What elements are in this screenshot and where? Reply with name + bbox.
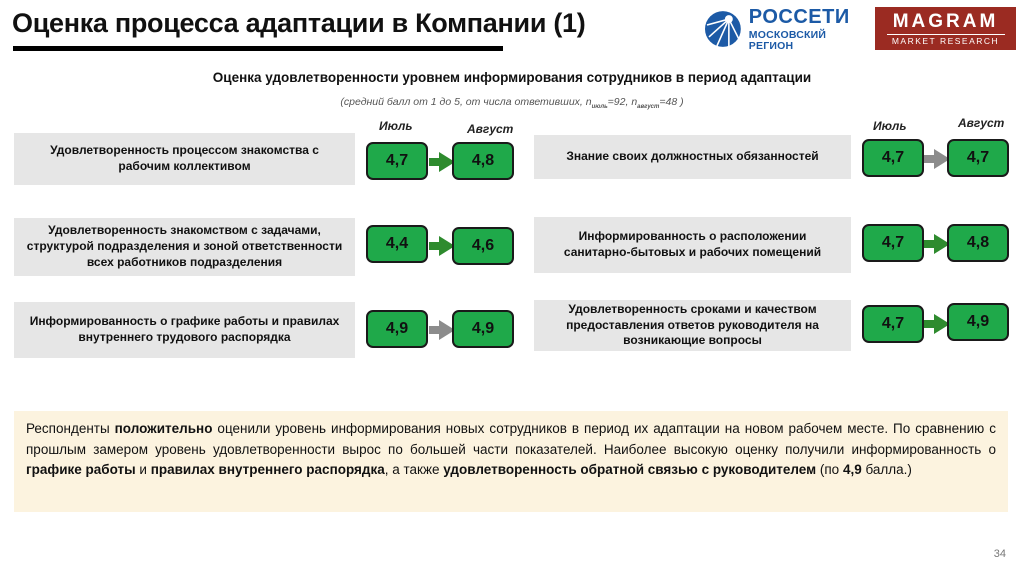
page-number: 34: [993, 548, 1006, 560]
score-august: 4,9: [947, 303, 1009, 341]
magram-tagline: MARKET RESEARCH: [891, 36, 1000, 46]
score-august: 4,7: [947, 139, 1009, 177]
magram-name: MAGRAM: [892, 11, 999, 32]
summary-emphasis: положительно: [114, 421, 213, 436]
title-underline: [13, 46, 503, 51]
rosseti-emblem-icon: [703, 9, 743, 49]
note-sub-august: август: [637, 104, 660, 111]
metric-label: Удовлетворенность процессом знакомства с рабочим коллективом: [14, 133, 355, 185]
score-august: 4,6: [452, 227, 514, 265]
summary-text: (по: [816, 462, 843, 478]
metric-label: Удовлетворенность знакомством с задачами, структурой подразделения и зоной ответственности всех работников подразделения: [14, 218, 355, 276]
rosseti-name: РОССЕТИ: [748, 6, 850, 28]
page-title: Оценка процесса адаптации в Компании (1): [12, 8, 586, 38]
month-august-right: Август: [958, 116, 1005, 130]
metric-label: Информированность о расположении санитарно-бытовых и рабочих помещений: [534, 217, 851, 273]
note-mid: =92, n: [607, 96, 638, 108]
rosseti-region: МОСКОВСКИЙ РЕГИОН: [748, 29, 827, 52]
metric-label: Информированность о графике работы и правилах внутреннего трудового распорядка: [14, 302, 355, 358]
score-august: 4,8: [452, 142, 514, 180]
month-july-right: Июль: [873, 119, 907, 133]
summary-text: балла.): [861, 462, 912, 478]
score-july: 4,7: [862, 224, 924, 262]
section-subtitle: Оценка удовлетворенности уровнем информирования сотрудников в период адаптации: [212, 70, 812, 85]
metric-label: Знание своих должностных обязанностей: [534, 135, 851, 179]
month-july-left: Июль: [379, 119, 413, 133]
score-july: 4,7: [862, 305, 924, 343]
rosseti-logo: [703, 6, 873, 52]
summary-emphasis: правилах внутреннего распорядка: [150, 462, 385, 478]
magram-logo: [875, 7, 1016, 50]
summary-emphasis: удовлетворенность обратной связью с руководителем: [443, 462, 817, 478]
summary-text: и: [135, 462, 151, 478]
score-july: 4,7: [862, 139, 924, 177]
summary-text: Респонденты: [26, 421, 115, 436]
note-suffix: =48 ): [659, 96, 684, 108]
summary-emphasis: 4,9: [842, 462, 862, 478]
month-august-left: Август: [467, 122, 514, 136]
note-sub-july: июль: [591, 104, 608, 111]
sample-note: [0, 96, 1024, 110]
metric-label: Удовлетворенность сроками и качеством предоставления ответов руководителя на возникающие вопросы: [534, 300, 851, 351]
note-prefix: (средний балл от 1 до 5, от числа ответивших, n: [340, 96, 592, 108]
score-august: 4,9: [452, 310, 514, 348]
summary-emphasis: графике работы: [26, 462, 136, 478]
summary-text: оценили уровень информирования новых сотрудников в период их адаптации на новом рабочем месте. По сравнению с прошлым замером уровень удовлетворенности вырос по большей части показателей. Наиболее высокую оценку получили информированность о: [26, 421, 996, 457]
summary-box: [14, 411, 1008, 512]
score-august: 4,8: [947, 224, 1009, 262]
magram-divider: [887, 34, 1005, 35]
score-july: 4,7: [366, 142, 428, 180]
summary-text: , а также: [384, 462, 444, 478]
score-july: 4,4: [366, 225, 428, 263]
score-july: 4,9: [366, 310, 428, 348]
